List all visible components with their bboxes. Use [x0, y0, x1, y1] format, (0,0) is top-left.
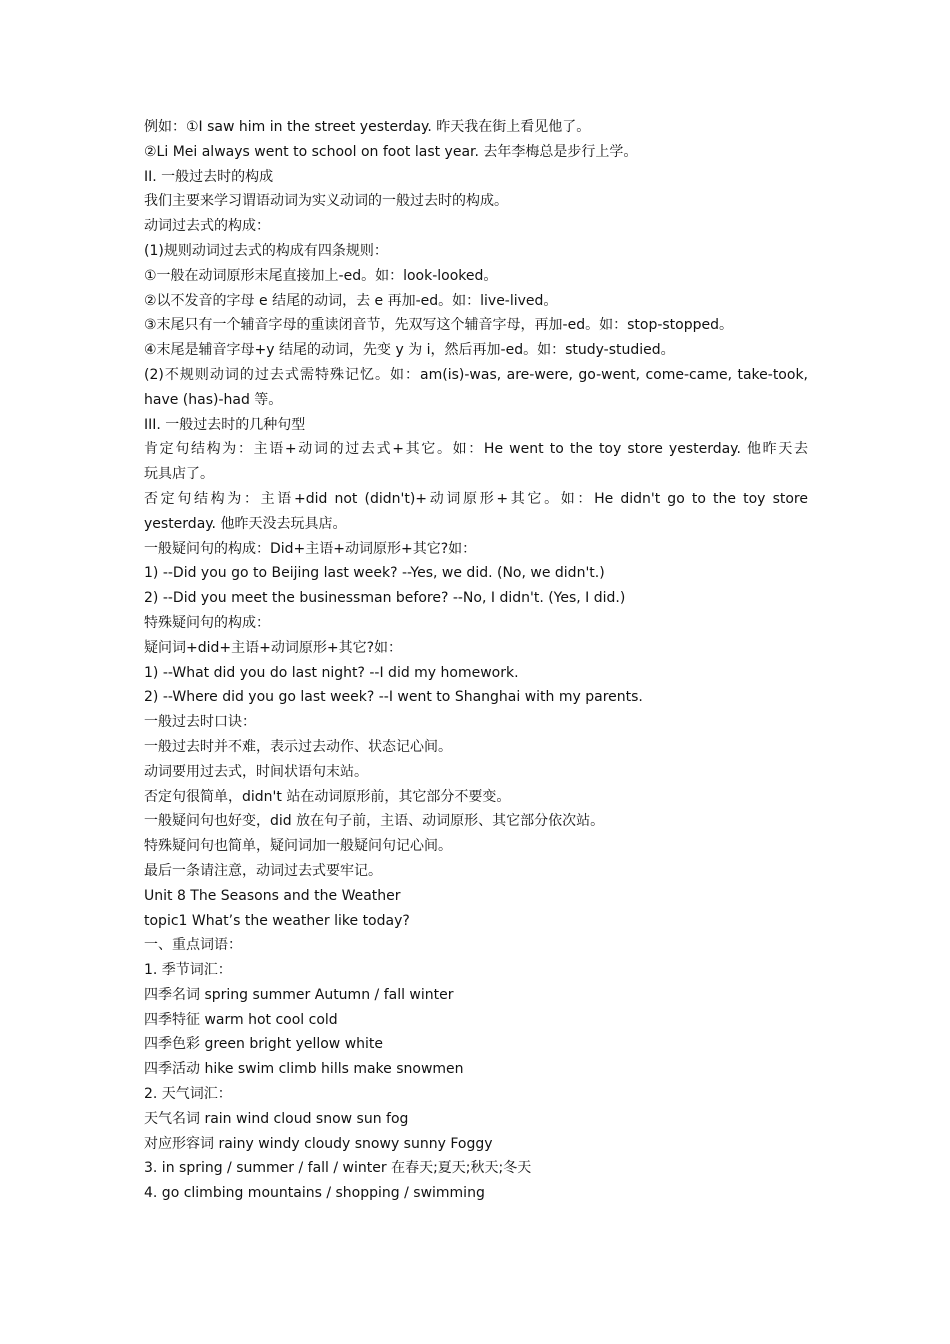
text-line: 最后一条请注意，动词过去式要牢记。 — [144, 862, 382, 879]
text-line: 四季名词 spring summer Autumn / fall winter — [144, 986, 454, 1003]
text-line: 四季活动 hike swim climb hills make snowmen — [144, 1061, 464, 1078]
document-page — [144, 115, 808, 1206]
text-line: have (has)-had 等。 — [144, 391, 283, 408]
text-line: 一般过去时口诀： — [144, 714, 256, 731]
text-line: ②以不发音的字母 e 结尾的动词，去 e 再加-ed。如：live-lived。 — [144, 292, 558, 309]
text-line: 4. go climbing mountains / shopping / swimming — [144, 1185, 485, 1202]
text-line: ③末尾只有一个辅音字母的重读闭音节，先双写这个辅音字母，再加-ed。如：stop-stopped。 — [144, 317, 734, 334]
text-line: 我们主要来学习谓语动词为实义动词的一般过去时的构成。 — [144, 193, 508, 210]
text-line: 3. in spring / summer / fall / winter 在春天;夏天;秋天;冬天 — [144, 1160, 532, 1177]
text-line: 1. 季节词汇： — [144, 962, 232, 979]
section-heading: II. 一般过去时的构成 — [144, 168, 274, 185]
topic-heading: topic1 What’s the weather like today? — [144, 912, 410, 929]
text-line: 四季特征 warm hot cool cold — [144, 1011, 338, 1028]
text-line: (2)不规则动词的过去式需特殊记忆。如：am(is)-was, are-were, go-went, come-came, take-took, — [144, 366, 808, 383]
text-line: 疑问词+did+主语+动词原形+其它?如： — [144, 639, 403, 656]
text-line: 一般疑问句也好变，did 放在句子前，主语、动词原形、其它部分依次站。 — [144, 813, 605, 830]
text-line: yesterday. 他昨天没去玩具店。 — [144, 515, 347, 532]
section-heading: III. 一般过去时的几种句型 — [144, 416, 306, 433]
text-line: 1) --Did you go to Beijing last week? --Yes, we did. (No, we didn't.) — [144, 565, 605, 582]
text-line: 2. 天气词汇： — [144, 1086, 232, 1103]
text-line: 一般疑问句的构成：Did+主语+动词原形+其它?如： — [144, 540, 477, 557]
text-line: 动词要用过去式，时间状语句末站。 — [144, 763, 368, 780]
text-line: 特殊疑问句的构成： — [144, 614, 270, 631]
text-line: 肯定句结构为：主语+动词的过去式+其它。如：He went to the toy store yesterday. 他昨天去 — [144, 441, 808, 458]
text-line: (1)规则动词过去式的构成有四条规则： — [144, 242, 388, 259]
text-line: 四季色彩 green bright yellow white — [144, 1036, 384, 1053]
text-line: 动词过去式的构成： — [144, 218, 270, 235]
text-line: 例如：①I saw him in the street yesterday. 昨天我在街上看见他了。 — [144, 119, 591, 135]
text-line: 天气名词 rain wind cloud snow sun fog — [144, 1110, 409, 1127]
text-line: 玩具店了。 — [144, 466, 214, 483]
unit-heading: Unit 8 The Seasons and the Weather — [144, 887, 401, 904]
text-line: ①一般在动词原形末尾直接加上-ed。如：look-looked。 — [144, 267, 498, 284]
text-line: 否定句结构为：主语+did not (didn't)+动词原形+其它。如：He didn't go to the toy store — [144, 490, 808, 507]
text-line: 1) --What did you do last night? --I did my homework. — [144, 664, 519, 681]
text-line: ④末尾是辅音字母+y 结尾的动词，先变 y 为 i，然后再加-ed。如：study-studied。 — [144, 342, 675, 359]
text-line: 特殊疑问句也简单，疑问词加一般疑问句记心间。 — [144, 838, 452, 855]
text-line: ②Li Mei always went to school on foot last year. 去年李梅总是步行上学。 — [144, 143, 638, 160]
section-heading: 一、重点词语： — [144, 937, 242, 954]
text-line: 一般过去时并不难，表示过去动作、状态记心间。 — [144, 738, 452, 755]
text-line: 对应形容词 rainy windy cloudy snowy sunny Foggy — [144, 1135, 493, 1152]
text-line: 2) --Where did you go last week? --I went to Shanghai with my parents. — [144, 689, 643, 706]
text-line: 2) --Did you meet the businessman before? --No, I didn't. (Yes, I did.) — [144, 590, 626, 607]
text-line: 否定句很简单，didn't 站在动词原形前，其它部分不要变。 — [144, 788, 511, 805]
